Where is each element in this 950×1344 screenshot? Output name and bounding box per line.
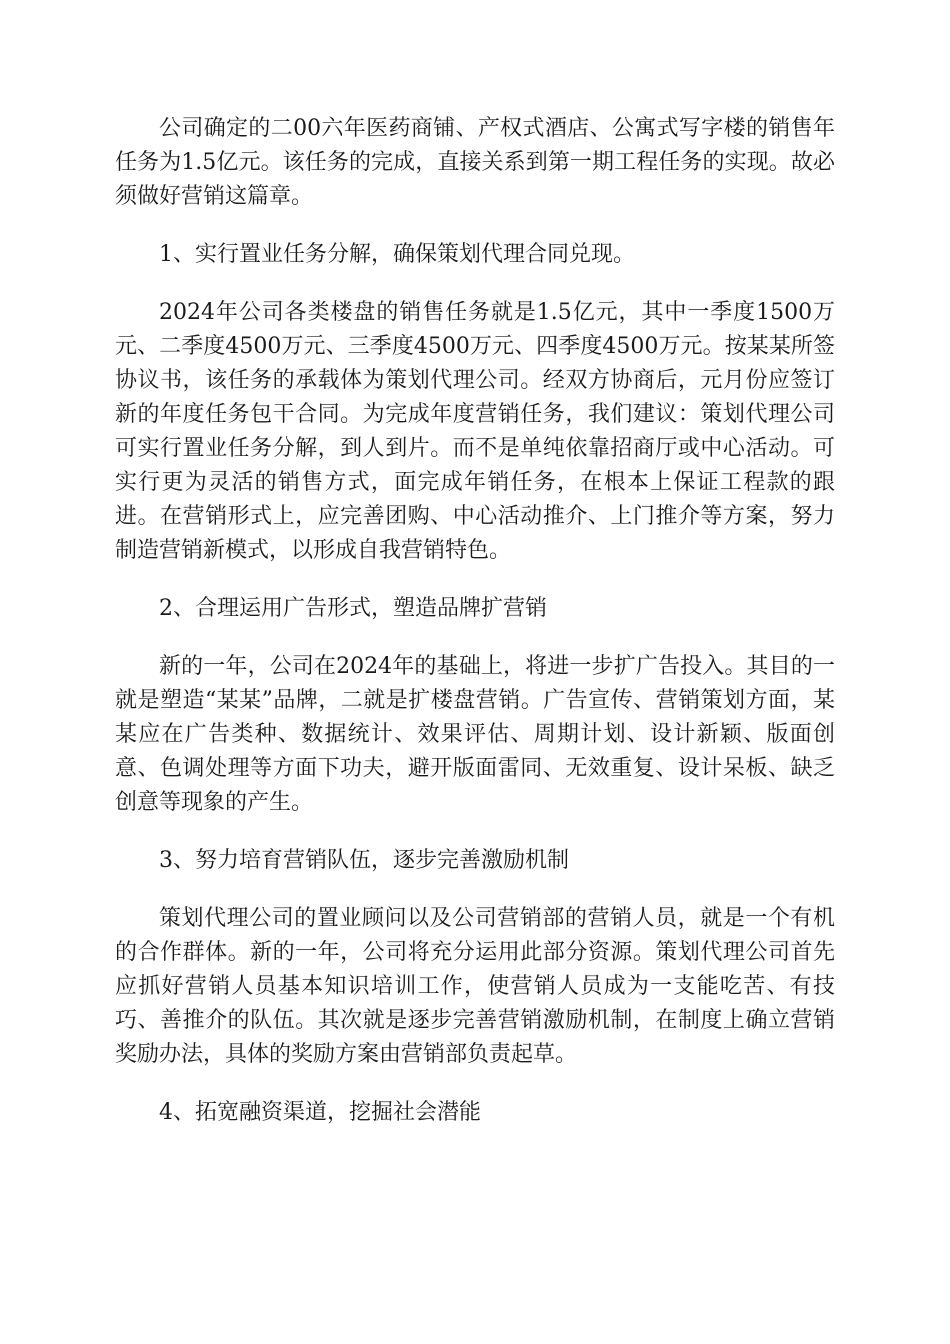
section-2-paragraph: 新的一年，公司在2024年的基础上，将进一步扩广告投入。其目的一就是塑造“某某”品牌，二就是扩楼盘营销。广告宣传、营销策划方面，某某应在广告类种、数据统计、效果评估、周期计划、设计新颖、版面创意、色调处理等方面下功夫，避开版面雷同、无效重复、设计呆板、缺乏创意等现象的产生。 [115,654,835,815]
section-heading-2: 2、合理运用广告形式，塑造品牌扩营销 [159,596,547,621]
section-heading-3: 3、努力培育营销队伍，逐步完善激励机制 [159,848,569,873]
section-3-paragraph: 策划代理公司的置业顾问以及公司营销部的营销人员，就是一个有机的合作群体。新的一年，公司将充分运用此部分资源。策划代理公司首先应抓好营销人员基本知识培训工作，使营销人员成为一支能吃苦、有技巧、善推介的队伍。其次就是逐步完善营销激励机制，在制度上确立营销奖励办法，具体的奖励方案由营销部负责起草。 [115,906,835,1067]
section-heading-4: 4、拓宽融资渠道，挖掘社会潜能 [159,1100,481,1125]
section-1-paragraph: 2024年公司各类楼盘的销售任务就是1.5亿元，其中一季度1500万元、二季度4500万元、三季度4500万元、四季度4500万元。按某某所签协议书，该任务的承载体为策划代理公司。经双方协商后，元月份应签订新的年度任务包干合同。为完成年度营销任务，我们建议：策划代理公司可实行置业任务分解，到人到片。而不是单纯依靠招商厅或中心活动。可实行更为灵活的销售方式，面完成年销任务，在根本上保证工程款的跟进。在营销形式上，应完善团购、中心活动推介、上门推介等方案，努力制造营销新模式，以形成自我营销特色。 [115,300,835,563]
section-heading-1: 1、实行置业任务分解，确保策划代理合同兑现。 [159,242,635,267]
document-body [115,112,835,1154]
intro-paragraph: 公司确定的二00六年医药商铺、产权式酒店、公寓式写字楼的销售年任务为1.5亿元。该任务的完成，直接关系到第一期工程任务的实现。故必须做好营销这篇章。 [115,116,835,209]
